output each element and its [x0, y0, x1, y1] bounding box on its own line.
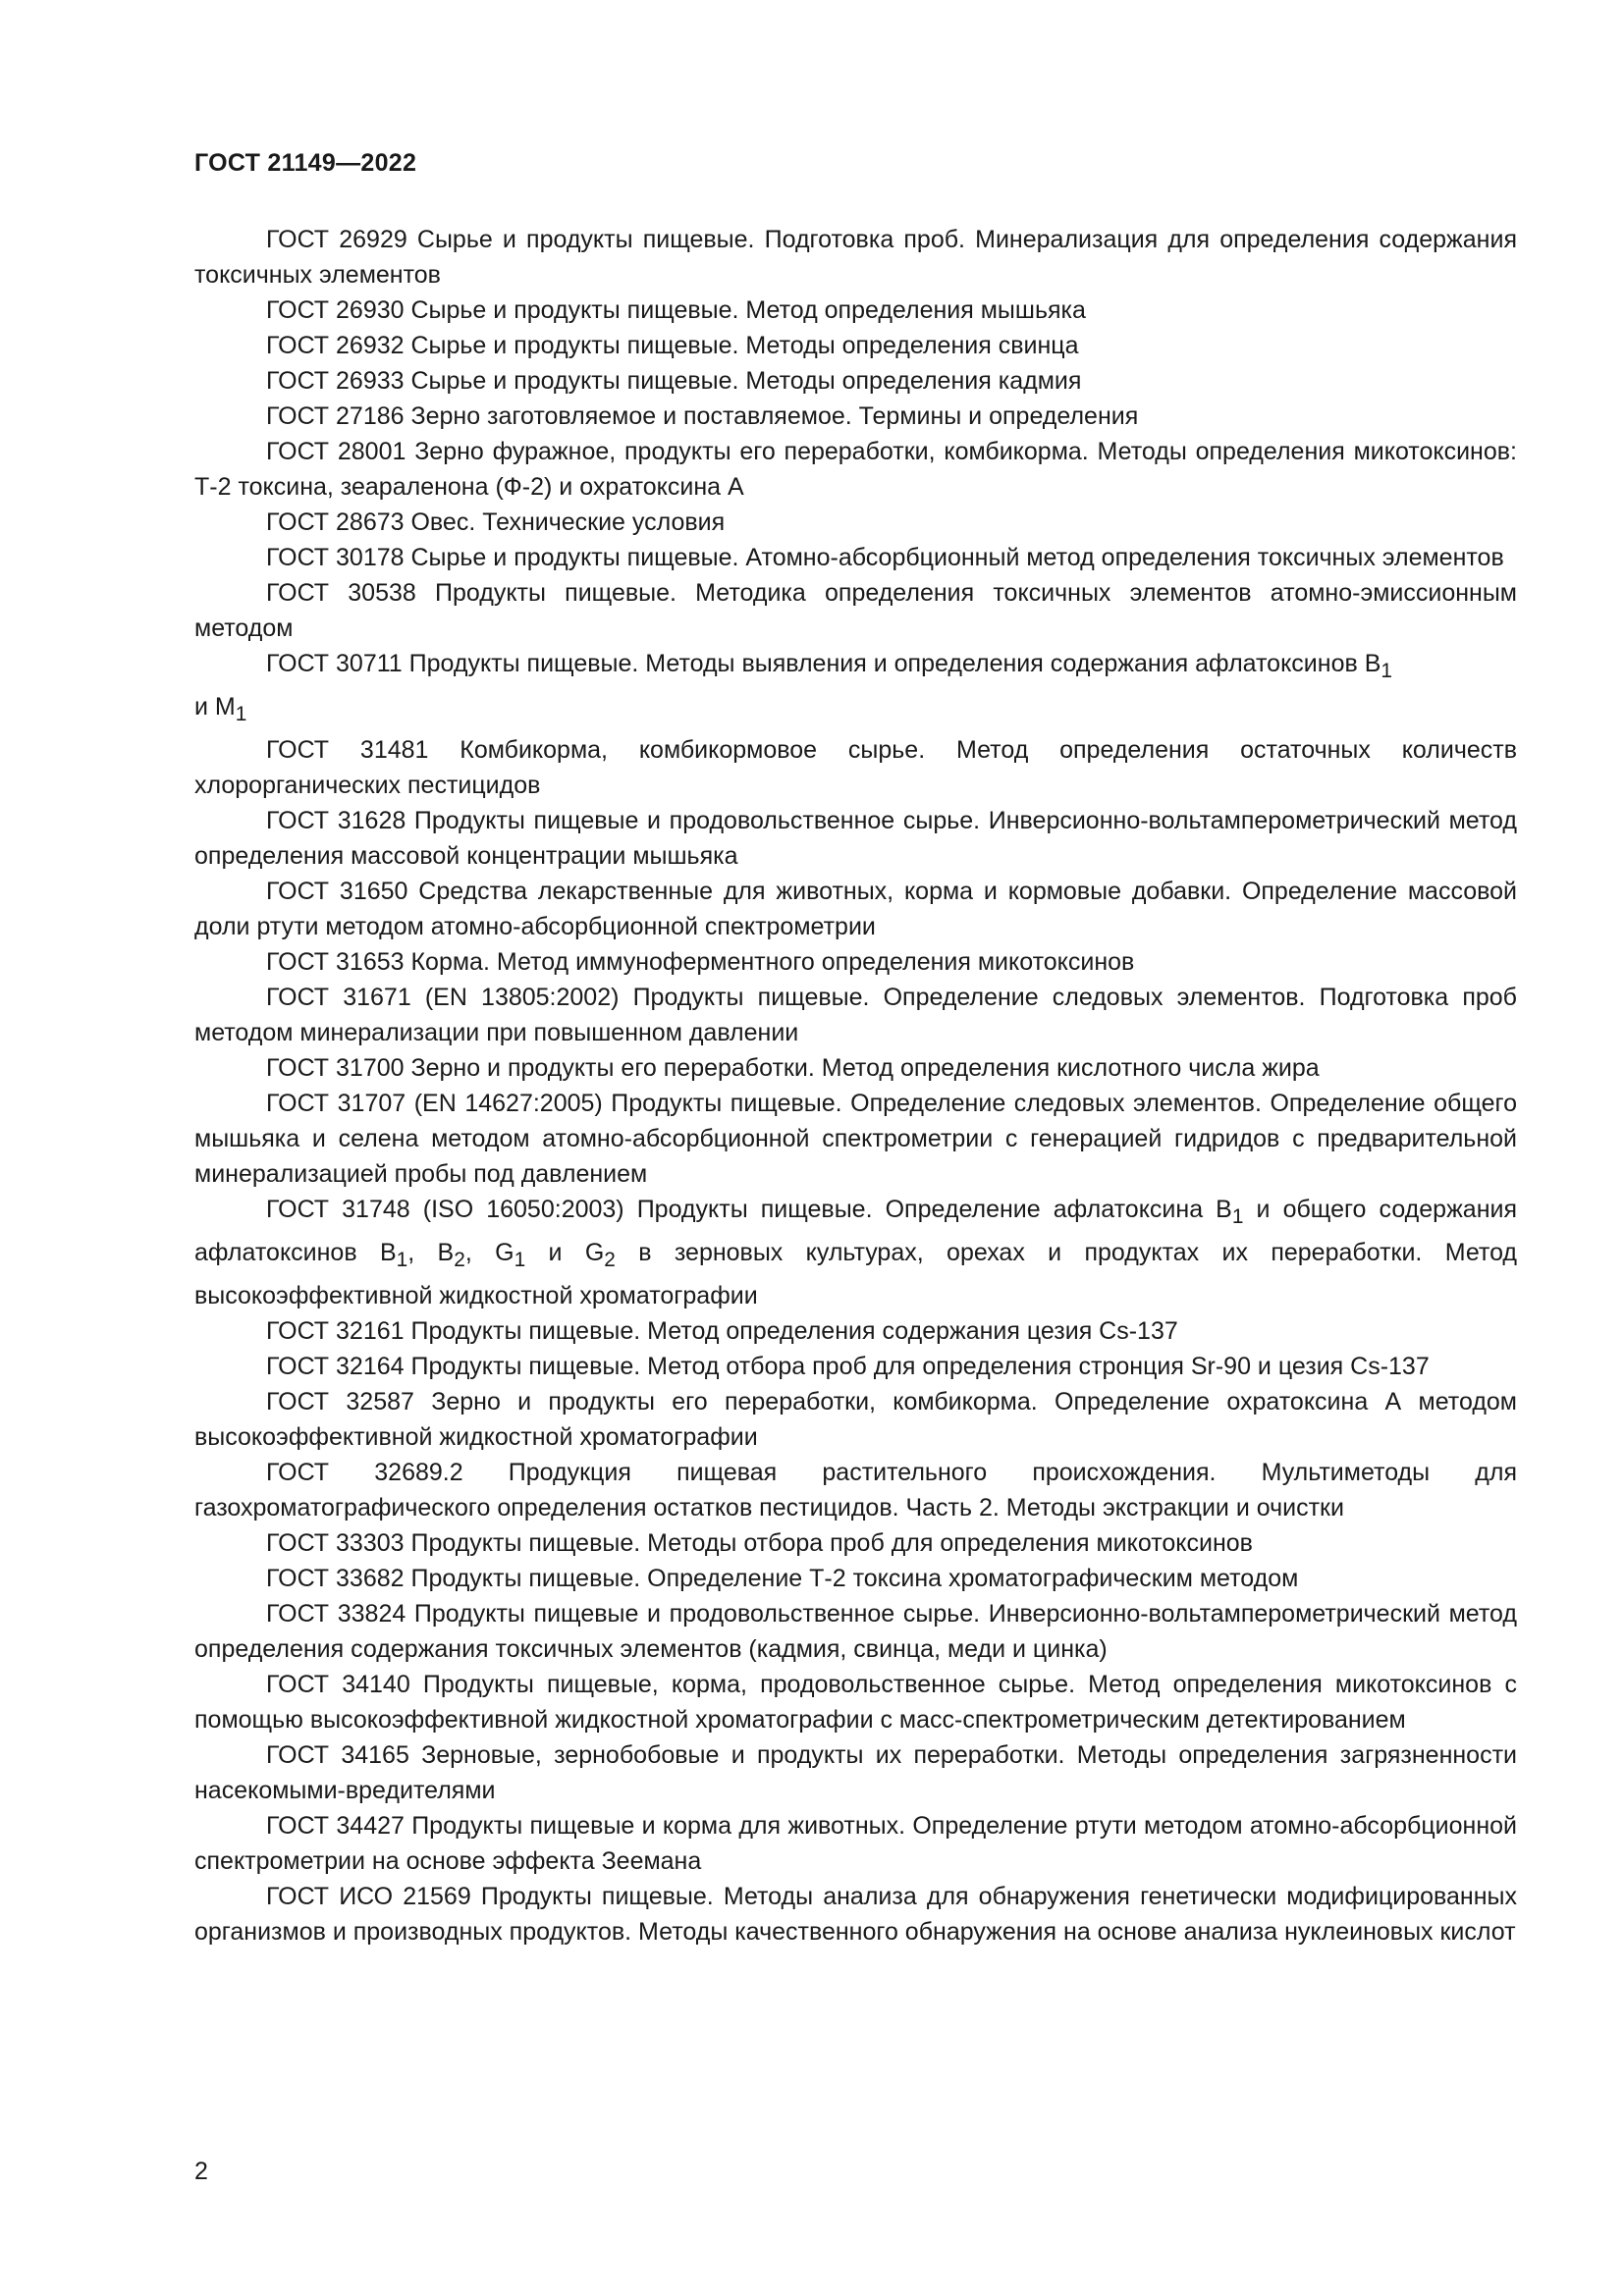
reference-item-continuation — [194, 689, 1517, 732]
reference-item: ГОСТ 31481 Комбикорма, комбикормовое сырье. Метод определения остаточных количеств хлорорганических пестицидов — [194, 736, 1517, 799]
reference-item: ГОСТ 32161 Продукты пищевые. Метод определения содержания цезия Cs-137 — [266, 1317, 1178, 1345]
ref-text: , B — [407, 1239, 455, 1266]
reference-item: ГОСТ 31671 (EN 13805:2002) Продукты пищевые. Определение следовых элементов. Подготовка проб методом минерализации при повышенном давлении — [194, 984, 1517, 1046]
reference-item: ГОСТ 31653 Корма. Метод иммуноферментного определения микотоксинов — [266, 948, 1135, 976]
reference-item: ГОСТ 31628 Продукты пищевые и продовольственное сырье. Инверсионно-вольтамперометрический метод определения массовой концентрации мышьяка — [194, 807, 1517, 870]
reference-item: ГОСТ 26930 Сырье и продукты пищевые. Метод определения мышьяка — [266, 296, 1086, 324]
subscript: 1 — [514, 1249, 526, 1271]
ref-text: и M — [194, 693, 236, 721]
normative-references-list — [194, 222, 1517, 1949]
reference-item: ГОСТ 31650 Средства лекарственные для животных, корма и кормовые добавки. Определение массовой доли ртути методом атомно-абсорбционной спектрометрии — [194, 878, 1517, 940]
subscript: 1 — [235, 703, 247, 725]
reference-item: ГОСТ ИСО 21569 Продукты пищевые. Методы анализа для обнаружения генетически модифицированных организмов и производных продуктов. Методы качественного обнаружения на основе анализа нуклеиновых кислот — [194, 1883, 1517, 1946]
document-header: ГОСТ 21149—2022 — [194, 149, 417, 177]
ref-text: и G — [525, 1239, 605, 1266]
reference-item: ГОСТ 27186 Зерно заготовляемое и поставляемое. Термины и определения — [266, 402, 1139, 430]
subscript: 2 — [604, 1249, 616, 1271]
subscript: 2 — [454, 1249, 465, 1271]
ref-text: в зерновых культурах, орехах и продуктах их переработки. Метод высокоэффективной жидкостной хроматографии — [194, 1239, 1518, 1309]
reference-item: ГОСТ 32689.2 Продукция пищевая растительного происхождения. Мультиметоды для газохроматографического определения остатков пестицидов. Часть 2. Методы экстракции и очистки — [194, 1459, 1517, 1522]
reference-item: ГОСТ 34427 Продукты пищевые и корма для животных. Определение ртути методом атомно-абсорбционной спектрометрии на основе эффекта Зеемана — [194, 1812, 1517, 1875]
reference-item: ГОСТ 30178 Сырье и продукты пищевые. Атомно-абсорбционный метод определения токсичных элементов — [266, 544, 1504, 571]
reference-item: ГОСТ 33682 Продукты пищевые. Определение Т-2 токсина хроматографическим методом — [266, 1565, 1299, 1592]
ref-text: и общего содержания афлатоксинов B — [194, 1196, 1518, 1266]
reference-item: ГОСТ 28673 Овес. Технические условия — [266, 508, 726, 536]
reference-item: ГОСТ 33303 Продукты пищевые. Методы отбора проб для определения микотоксинов — [266, 1529, 1253, 1557]
subscript: 1 — [396, 1249, 408, 1271]
reference-item: ГОСТ 34140 Продукты пищевые, корма, продовольственное сырье. Метод определения микотоксинов с помощью высокоэффективной жидкостной хроматографии с масс-спектрометрическим детектированием — [194, 1671, 1517, 1734]
reference-item: ГОСТ 26933 Сырье и продукты пищевые. Методы определения кадмия — [266, 367, 1082, 395]
reference-item: ГОСТ 33824 Продукты пищевые и продовольственное сырье. Инверсионно-вольтамперометрический метод определения содержания токсичных элементов (кадмия, свинца, меди и цинка) — [194, 1600, 1517, 1663]
reference-item: ГОСТ 34165 Зерновые, зернобобовые и продукты их переработки. Методы определения загрязненности насекомыми-вредителями — [194, 1741, 1517, 1804]
reference-item: ГОСТ 31707 (EN 14627:2005) Продукты пищевые. Определение следовых элементов. Определение общего мышьяка и селена методом атомно-абсорбционной спектрометрии с генерацией гидридов с предварительной минерализацией пробы под давлением — [194, 1090, 1517, 1188]
reference-item-31748 — [194, 1192, 1517, 1313]
page-number: 2 — [194, 2158, 208, 2185]
reference-item: ГОСТ 31700 Зерно и продукты его переработки. Метод определения кислотного числа жира — [266, 1054, 1320, 1082]
reference-item: ГОСТ 28001 Зерно фуражное, продукты его переработки, комбикорма. Методы определения микотоксинов: Т-2 токсина, зеараленона (Ф-2) и охратоксина А — [194, 438, 1517, 501]
subscript: 1 — [1231, 1205, 1244, 1228]
ref-text: ГОСТ 30711 Продукты пищевые. Методы выявления и определения содержания афлатоксинов B — [266, 650, 1381, 677]
ref-text: , G — [464, 1239, 514, 1266]
reference-item: ГОСТ 32587 Зерно и продукты его переработки, комбикорма. Определение охратоксина А методом высокоэффективной жидкостной хроматографии — [194, 1388, 1517, 1451]
reference-item: ГОСТ 26929 Сырье и продукты пищевые. Подготовка проб. Минерализация для определения содержания токсичных элементов — [194, 226, 1517, 289]
reference-item: ГОСТ 30538 Продукты пищевые. Методика определения токсичных элементов атомно-эмиссионным методом — [194, 579, 1517, 642]
ref-text: ГОСТ 31748 (ISO 16050:2003) Продукты пищевые. Определение афлатоксина B — [266, 1196, 1232, 1223]
subscript: 1 — [1380, 660, 1392, 682]
reference-item: ГОСТ 32164 Продукты пищевые. Метод отбора проб для определения стронция Sr-90 и цезия Cs-137 — [266, 1353, 1430, 1380]
reference-item: ГОСТ 26932 Сырье и продукты пищевые. Методы определения свинца — [266, 332, 1079, 359]
reference-item-aflatoxin — [194, 646, 1517, 689]
